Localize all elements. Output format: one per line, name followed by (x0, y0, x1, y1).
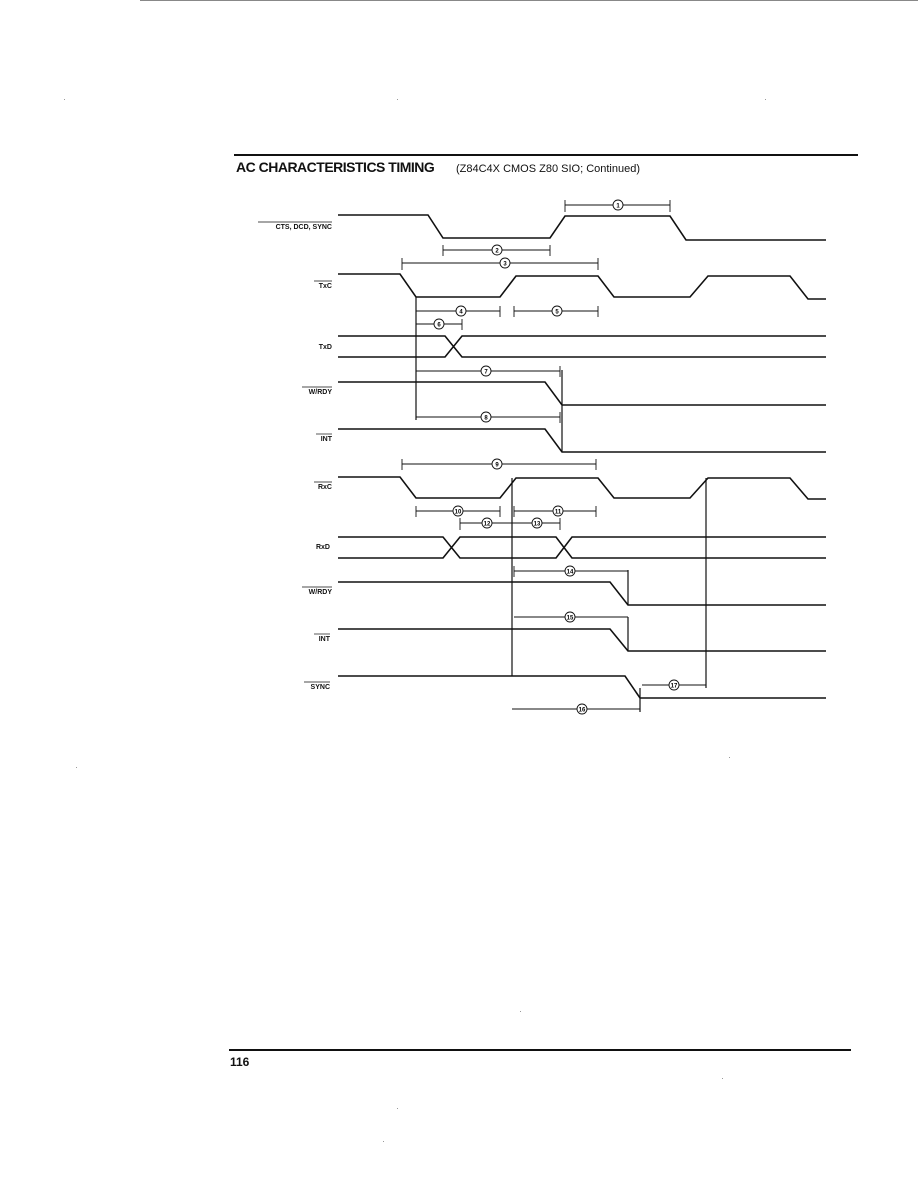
svg-text:2: 2 (495, 248, 499, 255)
param-marker-1 (613, 200, 623, 210)
waveform-rxd-upper (338, 537, 826, 558)
waveform-cts-dcd-sync (338, 215, 826, 240)
scan-speck (520, 1011, 521, 1012)
svg-text:9: 9 (495, 462, 499, 469)
page-subtitle: (Z84C4X CMOS Z80 SIO; Continued) (456, 163, 641, 175)
scan-speck (383, 1141, 384, 1142)
waveform-rxd-lower (338, 537, 826, 558)
waveform-w-rdy-2 (338, 582, 826, 605)
label-int-2: INT (318, 636, 330, 643)
param-marker-10 (453, 506, 463, 516)
svg-text:7: 7 (484, 369, 488, 376)
waveform-int-1 (338, 429, 826, 452)
svg-text:5: 5 (555, 309, 559, 316)
param-marker-7 (481, 366, 491, 376)
waveform-w-rdy-1 (338, 382, 826, 405)
svg-text:14: 14 (566, 569, 574, 576)
label-rxd: RxD (315, 544, 330, 551)
param-marker-11 (553, 506, 563, 516)
scan-speck (64, 99, 65, 100)
page-title: AC CHARACTERISTICS TIMING (236, 159, 435, 175)
svg-text:13: 13 (533, 521, 541, 528)
svg-text:8: 8 (484, 415, 488, 422)
page-number: 116 (230, 1055, 250, 1069)
scan-speck (729, 757, 730, 758)
label-cts-dcd-sync: CTS, DCD, SYNC (275, 224, 332, 231)
svg-text:12: 12 (483, 521, 491, 528)
scan-speck (76, 767, 77, 768)
param-marker-9 (492, 459, 502, 469)
waveform-sync (338, 676, 826, 698)
label-sync: SYNC (310, 684, 330, 691)
svg-text:17: 17 (670, 683, 678, 690)
footer-rule (229, 1049, 851, 1051)
param-marker-13 (532, 518, 542, 528)
scan-speck (397, 1108, 398, 1109)
param-marker-4 (456, 306, 466, 316)
waveform-txc (338, 274, 826, 299)
label-w-rdy-1: W/RDY (308, 389, 332, 396)
param-marker-12 (482, 518, 492, 528)
waveform-rxc (338, 477, 826, 499)
svg-text:1: 1 (616, 203, 620, 210)
scan-speck (765, 99, 766, 100)
label-int-1: INT (320, 436, 332, 443)
waveform-txd-lower (338, 336, 826, 357)
scan-speck (397, 99, 398, 100)
waveform-int-2 (338, 629, 826, 651)
svg-text:6: 6 (437, 322, 441, 329)
param-marker-8 (481, 412, 491, 422)
svg-text:4: 4 (459, 309, 463, 316)
svg-text:3: 3 (503, 261, 507, 268)
scan-speck (722, 1078, 723, 1079)
label-txd: TxD (318, 344, 332, 351)
signal-labels (258, 222, 333, 691)
param-marker-14 (565, 566, 575, 576)
param-marker-6 (434, 319, 444, 329)
parameter-markers (434, 200, 679, 714)
svg-text:15: 15 (566, 615, 574, 622)
svg-text:10: 10 (454, 509, 462, 516)
svg-text:11: 11 (554, 509, 562, 516)
param-marker-5 (552, 306, 562, 316)
label-txc: TxC (318, 283, 332, 290)
label-rxc: RxC (317, 484, 332, 491)
param-marker-16 (577, 704, 587, 714)
waveform-txd-upper (338, 336, 826, 357)
param-marker-3 (500, 258, 510, 268)
param-marker-2 (492, 245, 502, 255)
param-marker-17 (669, 680, 679, 690)
param-marker-15 (565, 612, 575, 622)
svg-text:16: 16 (578, 707, 586, 714)
label-w-rdy-2: W/RDY (308, 589, 332, 596)
